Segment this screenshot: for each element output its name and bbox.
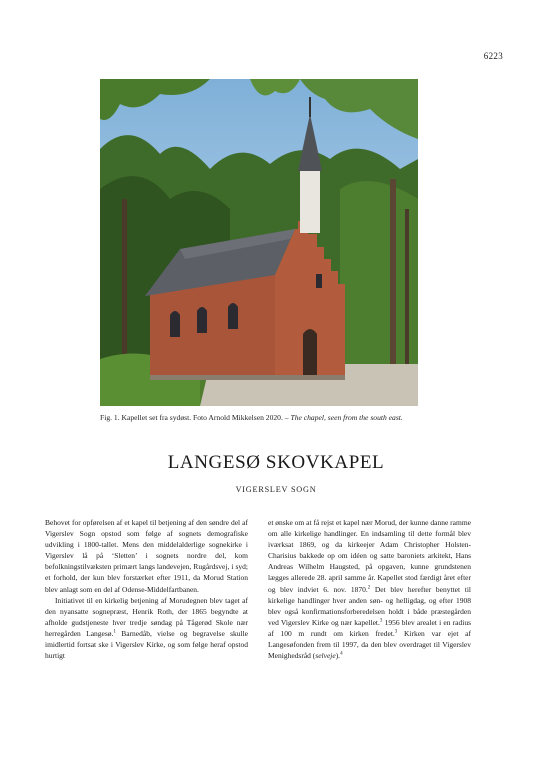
paragraph: Behovet for opførelsen af et kapel til betjening af den søndre del af Vigerslev Sogn opstod som følge af sognets demografiske udvikling i 1800-tallet. Mens den middelalderlige sognekirke i Vigerslev lå på ‘Sletten’ i sognets nordre del, kom befolkningstilvæksten primært langs landevejen, Rugårdsvej, i syd; et forhold, der kun blev forstærket efter 1911, da Morud Station blev anlagt som en del af Odense-Middelfartbanen. — [45, 518, 248, 594]
paragraph — [45, 595, 248, 662]
chapel-photo — [100, 79, 418, 406]
paragraph-text: Det blev herefter benyttet til kirkelige handlinger hver anden søn- og helligdag, og efter 1908 blev også konfirmationsforberedelsen holdt i både præstegården ved Vigerslev Kirke og nær kapellet. — [268, 584, 471, 627]
article-title: LANGESØ SKOVKAPEL — [167, 452, 385, 473]
paragraph-text: 1956 blev arealet i en radius af 100 m rundt om kirken fredet. — [268, 617, 471, 638]
figure-caption — [100, 412, 420, 423]
paragraph-italic: selveje — [315, 651, 336, 661]
caption-danish: Fig. 1. Kapellet set fra sydøst. Foto Arnold Mikkelsen 2020. – — [100, 413, 291, 422]
paragraph-text: Kirken var ejet af Langesøfonden frem til 1997, da den blev overdraget til Vigerslev Menighedsråd ( — [268, 628, 471, 661]
footnote-ref: 2 — [367, 585, 371, 591]
footnote-ref: 1 — [113, 629, 116, 635]
body-column-right — [268, 517, 471, 661]
footnote-ref: 3 — [379, 618, 383, 624]
caption-english: The chapel, seen from the south east. — [290, 413, 403, 422]
footnote-ref: 3 — [394, 629, 398, 635]
paragraph-text: Initiativet til en kirkelig betjening af Morudegnen blev taget af den nyansatte sognepræst, Henrik Roth, der 1865 begyndte at afholde gudstjeneste hver tredje søndag på Tågerød Skole nær herregården Langesø. — [45, 595, 248, 638]
footnote-ref: 4 — [340, 651, 343, 657]
paragraph-text: ). — [335, 651, 341, 661]
paragraph-text: Barnedåb, vielse og begravelse skulle imidlertid fortsat ske i Vigerslev Kirke, og som følge heraf opstod hurtigt — [45, 628, 249, 661]
paragraph — [268, 517, 471, 661]
article-subtitle: VIGERSLEV SOGN — [235, 485, 317, 494]
page-number: 6223 — [483, 51, 503, 61]
paragraph-text: et ønske om at få rejst et kapel nær Morud, der kunne danne ramme om alle kirkelige handlinger. En indsamling til dette formål blev iværksat 1869, og da kirkeejer Adam Christopher Holsten-Charisius bakkede op om idéen og satte baroniets arkitekt, Hans Andreas Wilhelm Haugsted, på opgaven, kunne grundstenen lægges allerede 28. april samme år. Kapellet stod færdigt året efter og blev indviet 6. nov. 1870. — [268, 518, 471, 594]
body-column-left — [45, 517, 248, 661]
